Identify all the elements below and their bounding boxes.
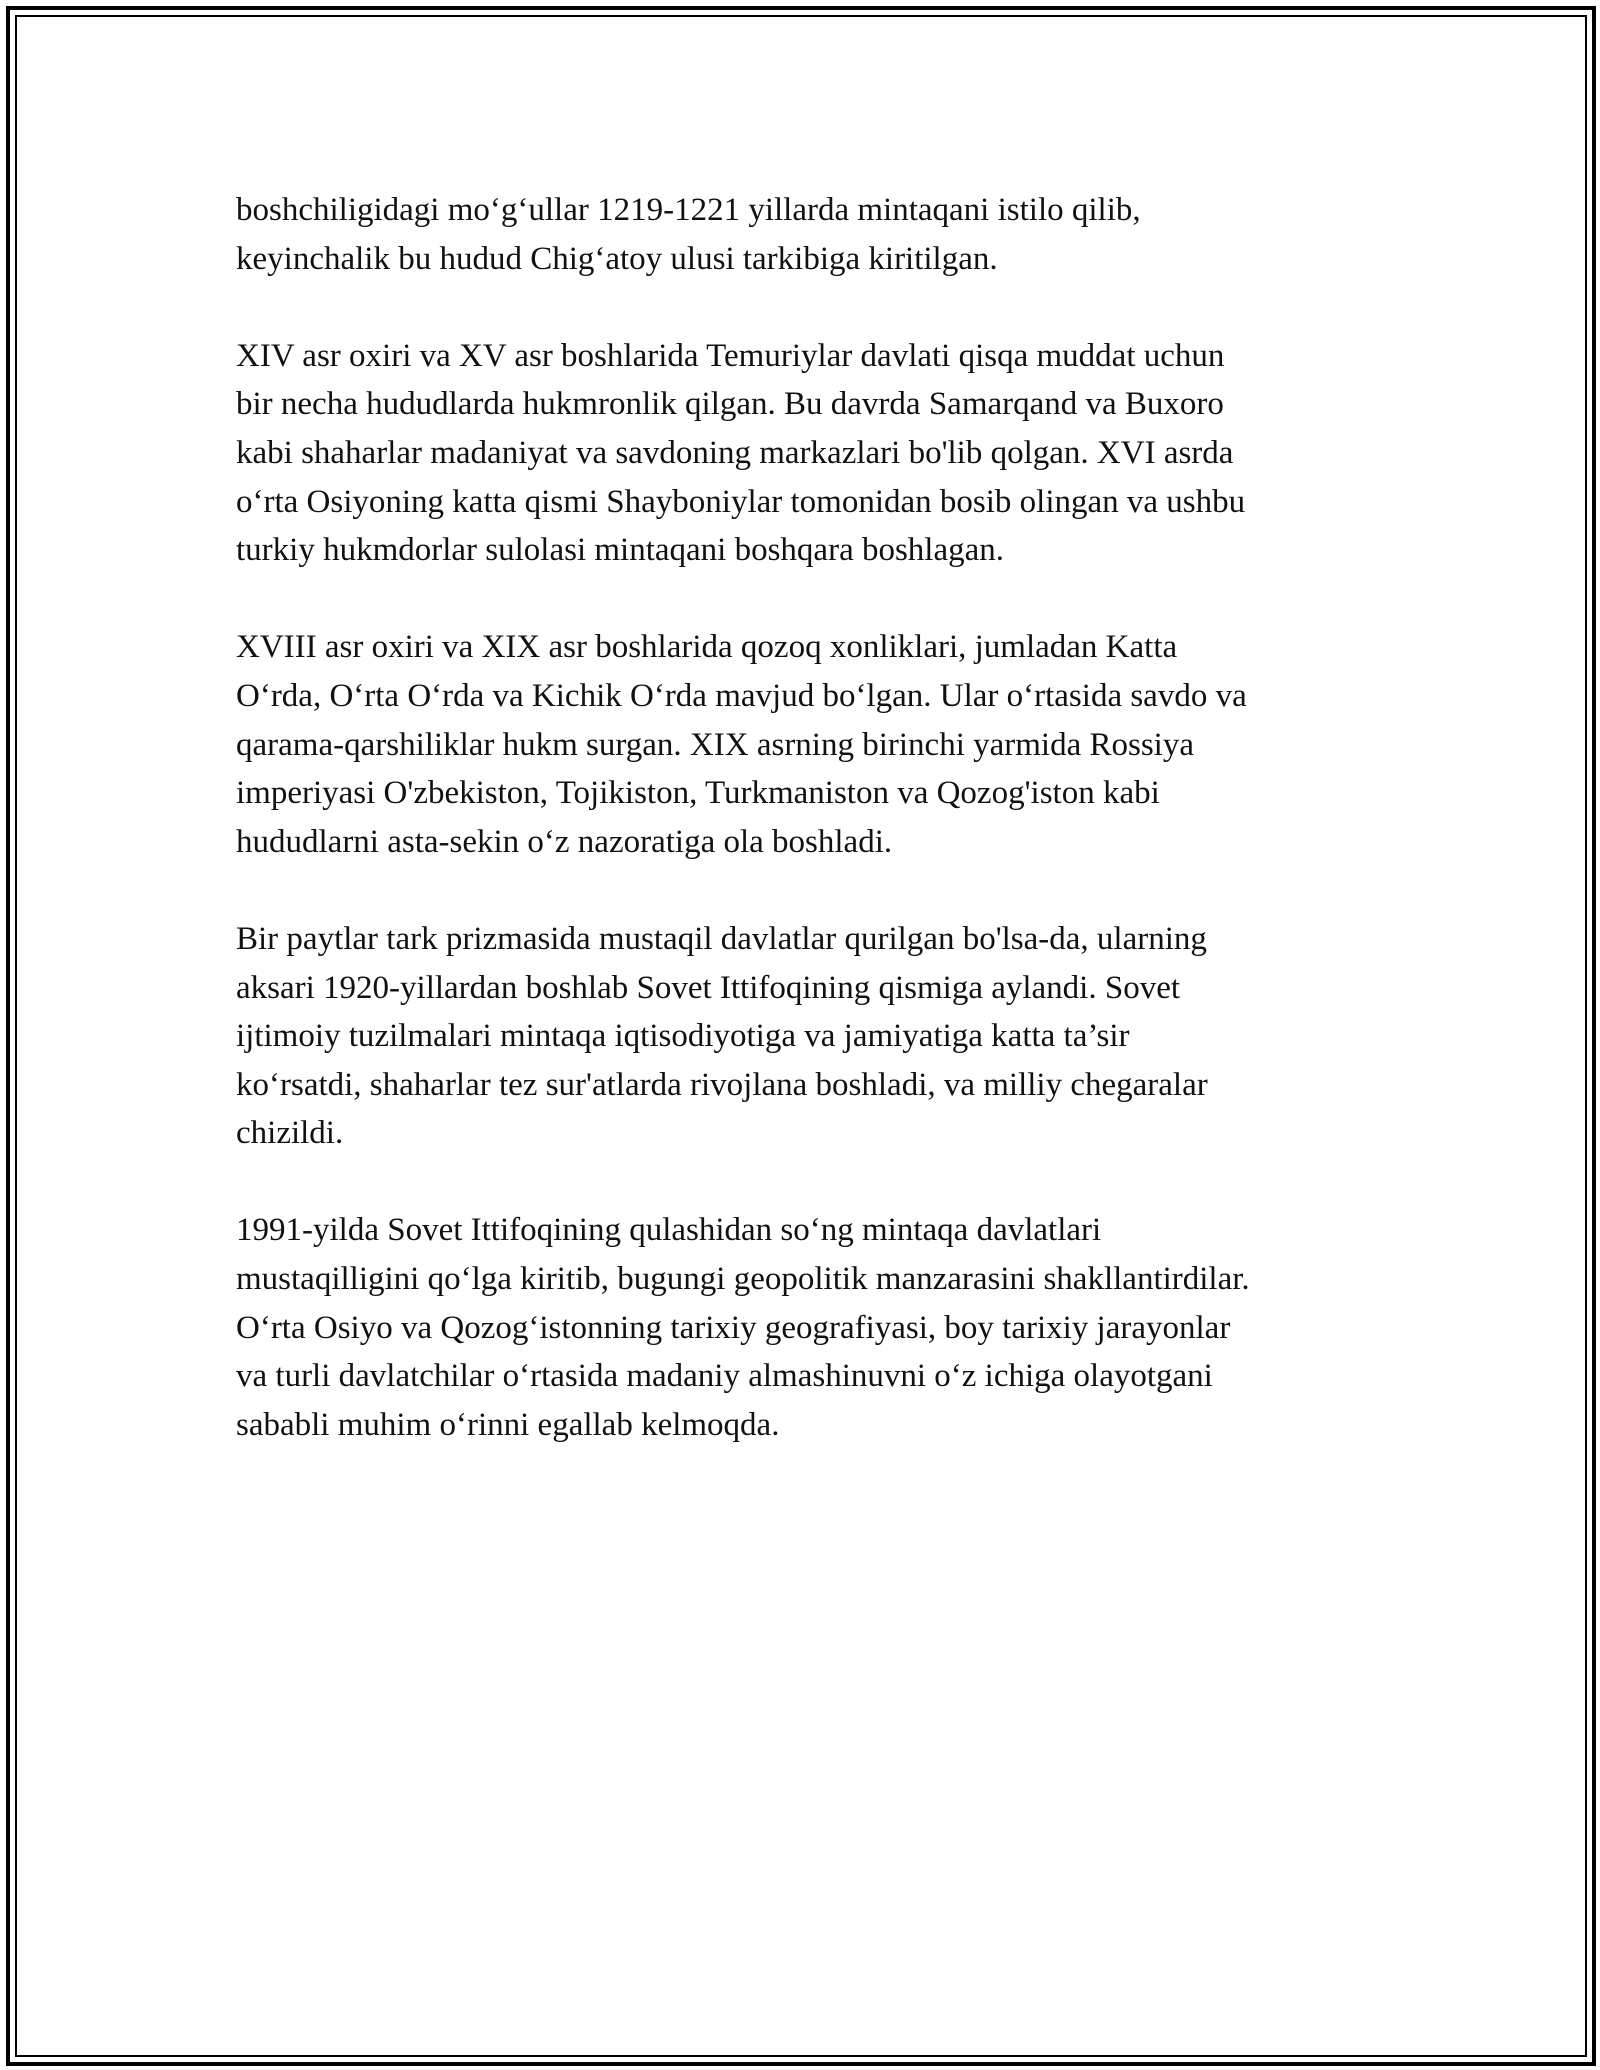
text-line: XIV asr oxiri va XV asr boshlarida Temuriylar davlati qisqa muddat uchun (236, 337, 1225, 374)
paragraph-2 (236, 332, 1366, 575)
document-body (236, 186, 1366, 1498)
text-line: XVIII asr oxiri va XIX asr boshlarida qozoq xonliklari, jumladan Katta (236, 629, 1178, 666)
paragraph-4 (236, 915, 1366, 1158)
text-line: Bir paytlar tark prizmasida mustaqil davlatlar qurilgan bo'lsa-da, ularning (236, 920, 1207, 957)
text-line: chizildi. (236, 1115, 344, 1152)
text-line: aksari 1920-yillardan boshlab Sovet Ittifoqining qismiga aylandi. Sovet (236, 969, 1181, 1006)
text-line: O‘rta Osiyo va Qozog‘istonning tarixiy geografiyasi, boy tarixiy jarayonlar (236, 1309, 1231, 1346)
text-line: kabi shaharlar madaniyat va savdoning markazlari bo'lib qolgan. XVI asrda (236, 434, 1234, 471)
text-line: qarama-qarshiliklar hukm surgan. XIX asrning birinchi yarmida Rossiya (236, 726, 1194, 763)
text-line: bir necha hududlarda hukmronlik qilgan. Bu davrda Samarqand va Buxoro (236, 386, 1224, 423)
text-line: mustaqilligini qo‘lga kiritib, bugungi geopolitik manzarasini shakllantirdilar. (236, 1261, 1250, 1298)
text-line: va turli davlatchilar o‘rtasida madaniy almashinuvni o‘z ichiga olayotgani (236, 1358, 1213, 1395)
text-line: O‘rda, O‘rta O‘rda va Kichik O‘rda mavjud bo‘lgan. Ular o‘rtasida savdo va (236, 677, 1247, 714)
text-line: keyinchalik bu hudud Chig‘atoy ulusi tarkibiga kiritilgan. (236, 240, 998, 277)
paragraph-3 (236, 623, 1366, 866)
paragraph-5 (236, 1206, 1366, 1449)
text-line: boshchiligidagi mo‘g‘ullar 1219-1221 yillarda mintaqani istilo qilib, (236, 192, 1141, 228)
text-line: ijtimoiy tuzilmalari mintaqa iqtisodiyotiga va jamiyatiga katta ta’sir (236, 1018, 1130, 1055)
text-line: imperiyasi O'zbekiston, Tojikiston, Turkmaniston va Qozog'iston kabi (236, 775, 1160, 812)
text-line: o‘rta Osiyoning katta qismi Shayboniylar tomonidan bosib olingan va ushbu (236, 483, 1246, 520)
text-line: ko‘rsatdi, shaharlar tez sur'atlarda rivojlana boshladi, va milliy chegaralar (236, 1066, 1208, 1103)
text-line: 1991-yilda Sovet Ittifoqining qulashidan so‘ng mintaqa davlatlari (236, 1212, 1102, 1249)
text-line: hududlarni asta-sekin o‘z nazoratiga ola boshladi. (236, 823, 893, 860)
paragraph-1 (236, 186, 1366, 283)
text-line: turkiy hukmdorlar sulolasi mintaqani boshqara boshlagan. (236, 532, 1005, 569)
text-line: sababli muhim o‘rinni egallab kelmoqda. (236, 1406, 780, 1443)
